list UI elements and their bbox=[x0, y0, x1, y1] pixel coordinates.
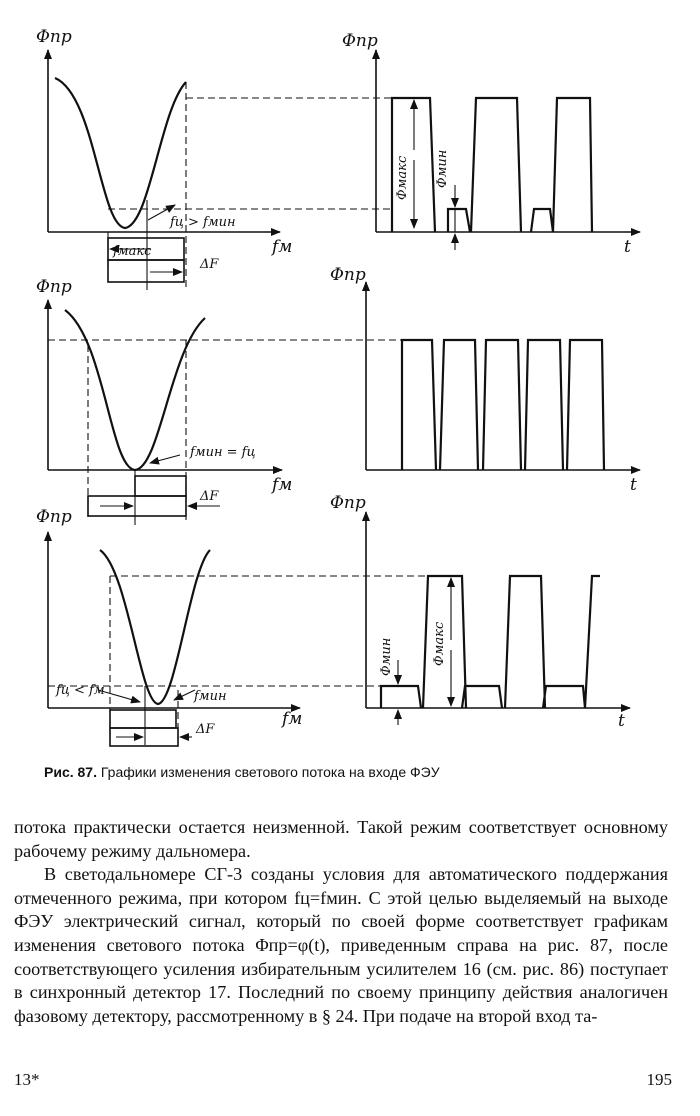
delta-f-label-2: ΔF bbox=[200, 489, 219, 504]
right-plot-3 bbox=[366, 512, 630, 725]
right-plot-2 bbox=[366, 282, 640, 470]
delta-f-label-1: ΔF bbox=[200, 257, 219, 272]
phi-pr-label-2: Φпр bbox=[342, 31, 378, 51]
t-label-3: t bbox=[618, 711, 625, 731]
signature-mark: 13* bbox=[14, 1070, 40, 1089]
paragraph-1: потока практически остается неизменной. Такой режим соответствует основному рабочему режиму дальномера. bbox=[14, 817, 668, 861]
f-max-label: fмакс bbox=[113, 244, 152, 259]
phi-pr-label-1: Φпр bbox=[36, 27, 72, 47]
cond-mid-label: fмин = fц bbox=[190, 445, 256, 460]
phi-pr-label-3: Φпр bbox=[36, 277, 72, 297]
phi-pr-label-4: Φпр bbox=[330, 265, 366, 285]
cond-top-label: fц > fмин bbox=[170, 215, 236, 230]
page-number: 195 bbox=[646, 1070, 672, 1089]
body-text bbox=[14, 816, 668, 1028]
phi-min-label-1: Φмин bbox=[435, 149, 450, 188]
figure-caption bbox=[44, 764, 664, 780]
t-label-2: t bbox=[630, 475, 637, 495]
caption-text: Графики изменения светового потока на входе ФЭУ bbox=[96, 764, 440, 780]
phi-pr-label-5: Φпр bbox=[36, 507, 72, 527]
f-min-label: fмин bbox=[194, 689, 227, 704]
f-m-label-3: fм bbox=[282, 709, 303, 729]
f-m-label-2: fм bbox=[272, 475, 293, 495]
t-label-1: t bbox=[624, 237, 631, 257]
delta-f-label-3: ΔF bbox=[196, 722, 215, 737]
phi-max-label-1: Φмакс bbox=[395, 155, 410, 200]
phi-max-label-2: Φмакс bbox=[432, 621, 447, 666]
paragraph-2: В светодальномере СГ-3 созданы условия для автоматического поддержания отмеченного режима, при котором fц=fмин. С этой целью выделяемый на выходе ФЭУ электрический сигнал, который по своей форме соответствует графикам изменения светового потока Φпр=φ(t), приведенным справа на рис. 87, после соответствующего усиления избирательным усилителем 16 (см. рис. 86) поступает в синхронный детектор 17. Последний по своему принципу действия аналогичен фазовому детектору, рассмотренному в § 24. При подаче на второй вход та- bbox=[14, 864, 668, 1026]
phi-min-label-2: Φмин bbox=[379, 637, 394, 676]
left-plot-2 bbox=[48, 300, 402, 525]
phi-pr-label-6: Φпр bbox=[330, 493, 366, 513]
cond-bot-left-label: fц < fм bbox=[56, 683, 105, 698]
left-plot-1 bbox=[48, 50, 280, 290]
f-m-label-1: fм bbox=[272, 237, 293, 257]
left-plot-3 bbox=[48, 532, 430, 746]
caption-prefix: Рис. 87. bbox=[44, 764, 97, 780]
